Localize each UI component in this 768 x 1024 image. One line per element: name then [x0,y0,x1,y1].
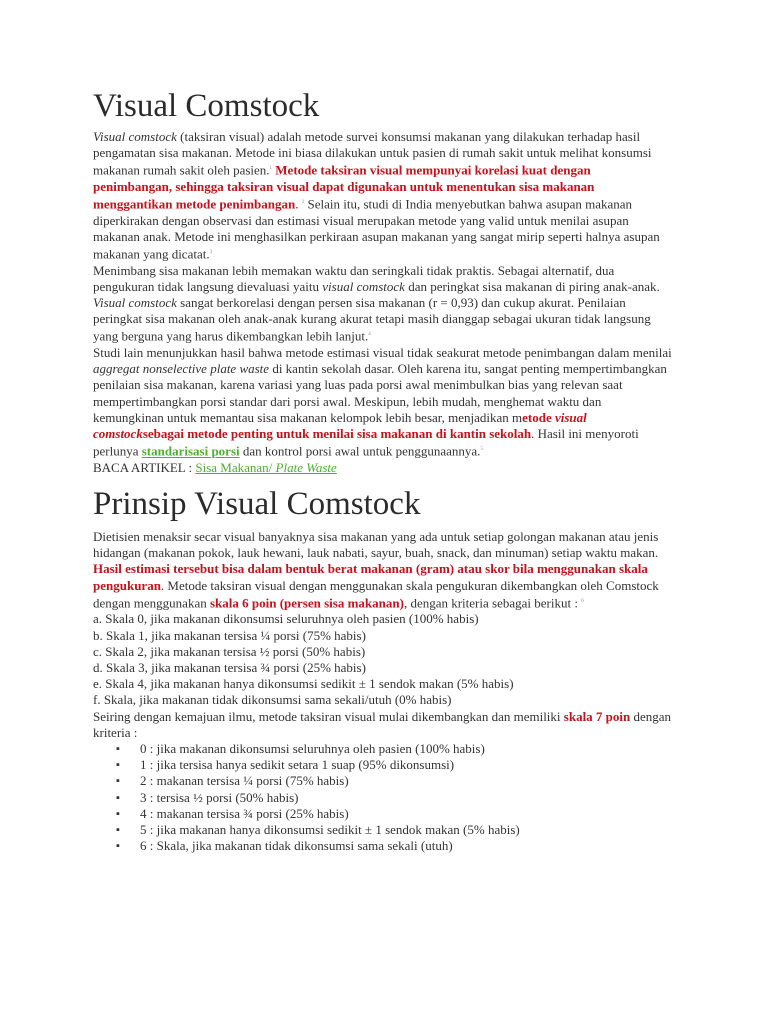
highlight-text: etode [522,409,555,425]
paragraph-skala-7 [93,709,673,741]
text: Dietisien menaksir secar visual banyaknya sisa makanan yang ada untuk setiap golongan makanan atau jenis hidangan (makanan pokok, lauk hewani, lauk nabati, sayur, buah, snack, dan minuman) setiap waktu makan. [93,529,659,561]
list-item: d. Skala 3, jika makanan tersisa ¾ porsi (25% habis) [93,659,366,675]
reference-6[interactable]: 6 [581,598,584,604]
heading-visual-comstock: Visual Comstock [93,88,320,124]
text: . Metode taksiran visual dengan menggunakan skala pengukuran dikembangkan oleh Comstock dengan menggunakan [93,577,659,611]
standarisasi-porsi-link[interactable]: standarisasi porsi [141,443,240,459]
list-item: ▪ 0 : jika makanan dikonsumsi seluruhnya oleh pasien (100% habis) [125,741,673,757]
list-item: ▪ 3 : tersisa ½ porsi (50% habis) [125,790,673,806]
list-item: f. Skala, jika makanan tidak dikonsumsi sama sekali/utuh (0% habis) [93,692,452,708]
text: Menimbang sisa makanan lebih memakan waktu dan seringkali tidak praktis. Sebagai alternatif, dua pengukuran tidak langsung dievaluasi yaitu [93,262,615,294]
highlight-text: Hasil estimasi tersebut bisa dalam bentuk berat makanan (gram) atau skor bila menggunakan skala pengukuran [93,561,648,593]
text: (taksiran visual) adalah metode survei konsumsi makanan yang dilakukan terhadap hasil pengamatan sisa makanan. Metode ini biasa dilakukan untuk pasien di rumah sakit untuk melihat konsumsi makanan rumah sakit oleh pasien. [93,129,652,178]
sisa-makanan-link[interactable]: Sisa Makanan/ Plate Waste [195,459,337,475]
reference-5[interactable]: 5 [480,447,483,453]
text: dengan kriteria : [93,708,672,740]
highlight-text: skala 7 poin [563,708,631,724]
paragraph-prinsip [93,529,673,854]
text: . Hasil ini menyoroti perlunya [93,425,639,459]
text: di kantin sekolah dasar. Oleh karena itu, sangat penting mempertimbangkan penilaian sisa makanan, karena variasi yang luas pada porsi awal menimbulkan bias yang relevan saat mempertimbangkan porsi standar dari porsi awal. Meskipun, lebih mudah, menghemat waktu dan kemungkinan untuk memantau sisa makanan kelompok lebih besar, menjadikan m [93,361,667,425]
paragraph-visual-comstock [93,129,673,476]
list-item: ▪ 1 : jika tersisa hanya sedikit setara 1 suap (95% dikonsumsi) [125,757,673,773]
reference-3[interactable]: 3 [209,250,213,256]
reference-1[interactable]: 1 [269,166,273,172]
text: Selain itu, studi di India menyebutkan bahwa asupan makanan diperkirakan dengan observasi dan estimasi visual merupakan metode yang valid untuk menilai asupan makanan anak. Metode ini menghasilkan perkiraan asupan makanan yang sangat mirip seperti halnya asupan makanan yang dicatat. [93,196,660,262]
text: dan kontrol porsi awal untuk penggunaannya. [239,443,481,459]
highlight-text: sebagai metode penting untuk menilai sisa makanan di kantin sekolah [142,425,532,441]
list-item: c. Skala 2, jika makanan tersisa ½ porsi (50% habis) [93,643,366,659]
text: Seiring dengan kemajuan ilmu, metode taksiran visual mulai dikembangkan dan memiliki [93,708,564,724]
highlight-text: skala 6 poin (persen sisa makanan) [209,595,404,611]
baca-artikel-label: BACA ARTIKEL : [93,459,196,475]
text: . [295,196,299,212]
list-item: a. Skala 0, jika makanan dikonsumsi seluruhnya oleh pasien (100% habis) [93,611,479,627]
text-italic: Visual comstock [93,129,177,144]
text-italic: visual comstock [322,278,405,294]
list-item: ▪ 2 : makanan tersisa ¼ porsi (75% habis) [125,773,673,789]
list-item: ▪ 5 : jika makanan hanya dikonsumsi sedikit ± 1 sendok makan (5% habis) [125,822,673,838]
list-item: ▪ 6 : Skala, jika makanan tidak dikonsumsi sama sekali (utuh) [125,838,673,854]
list-item: ▪ 4 : makanan tersisa ¾ porsi (25% habis) [125,806,673,822]
scale-7-list [93,741,673,854]
text: dan peringkat sisa makanan di piring anak-anak. [404,278,660,294]
text: sangat berkorelasi dengan persen sisa makanan (r = 0,93) dan cukup akurat. Penilaian peringkat sisa makanan oleh anak-anak kurang akurat tetapi masih dianggap sebagai ukuran tidak langsung yang berguna yang harus dikembangkan lebih lanjut. [93,295,651,344]
highlight-text: Metode taksiran visual mempunyai korelasi kuat dengan penimbangan, sehingga taksiran visual dapat digunakan untuk menentukan sisa makanan menggantikan metode penimbangan [93,162,595,212]
text-italic: aggregat nonselective plate waste [93,361,270,377]
text-italic: Visual comstock [93,295,177,311]
reference-4[interactable]: 4 [368,332,371,338]
reference-2[interactable]: 2 [301,200,305,206]
list-item: b. Skala 1, jika makanan tersisa ¼ porsi (75% habis) [93,627,366,643]
text: Studi lain menunjukkan hasil bahwa metode estimasi visual tidak seakurat metode penimbangan dalam menilai [93,344,672,360]
list-item: e. Skala 4, jika makanan hanya dikonsumsi sedikit ± 1 sendok makan (5% habis) [93,676,514,692]
scale-6-list [93,611,673,708]
highlight-text-italic: visual comstock [93,409,587,441]
text: , dengan kriteria sebagai berikut : [403,595,578,611]
heading-prinsip-visual-comstock: Prinsip Visual Comstock [93,486,421,522]
